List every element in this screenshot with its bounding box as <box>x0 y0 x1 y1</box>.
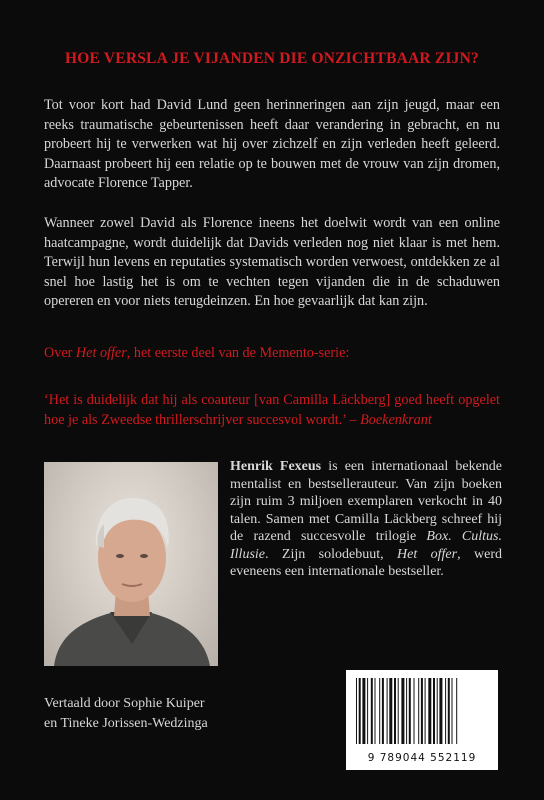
translators-line-1: Vertaald door Sophie Kuiper <box>44 696 205 711</box>
translators-line-2: en Tineke Jorissen-Wedzinga <box>44 716 208 731</box>
author-bio-text-1: is een internationaal bekende mentalist en bestsellerauteur. Van zijn boeken zijn ruim 3 miljoen exemplaren verkocht in 40 talen. Samen met Camilla Läckberg schreef hij de razend succesvolle trilogie <box>230 459 502 544</box>
barcode-bar <box>398 678 399 744</box>
review-quote-source: Boekenkrant <box>360 411 432 428</box>
barcode-bar <box>394 678 396 744</box>
barcode-bar <box>418 678 419 744</box>
barcode-bar <box>452 678 453 744</box>
barcode-bar <box>362 678 365 744</box>
series-note <box>44 344 500 364</box>
barcode-bar <box>367 678 368 744</box>
barcode-bar <box>414 678 415 744</box>
isbn-number: 9 789044 552119 <box>367 752 477 764</box>
review-quote-text: ‘Het is duidelijk dat hij als coauteur [van Camilla Läckberg] goed heeft opgelet hoe je als Zweedse thrillerschrijver succesvol wordt.’ – <box>44 392 500 428</box>
headline: HOE VERSLA JE VIJANDEN DIE ONZICHTBAAR ZIJN? <box>65 50 479 67</box>
series-note-suffix: , het eerste deel van de Memento-serie: <box>126 345 350 361</box>
barcode-bar <box>356 678 357 744</box>
barcode-bar <box>359 678 361 744</box>
synopsis-paragraph-1: Tot voor kort had David Lund geen herinneringen aan zijn jeugd, maar een reeks traumatische gebeurtenissen heeft daar verandering in gebracht, en nu probeert hij te verwerken wat hij over zichzelf en zijn verleden heeft geleerd. Daarnaast probeert hij een relatie op te bouwen met de vrouw van zijn dromen, advocate Florence Tapper. <box>44 97 500 191</box>
barcode-bar <box>448 678 450 744</box>
barcode-bar <box>401 678 404 744</box>
author-bio-text-3: , werd eveneens een internationale bestseller. <box>230 546 502 579</box>
translators-credit <box>44 694 304 734</box>
author-bio <box>230 458 502 581</box>
barcode-bar <box>437 678 438 744</box>
isbn-barcode <box>346 670 498 770</box>
barcode-bar <box>375 678 376 744</box>
series-note-prefix: Over <box>44 345 76 361</box>
author-debut: Het offer <box>397 546 458 562</box>
barcode-bar <box>433 678 435 744</box>
barcode-bar <box>425 678 426 744</box>
barcode-bar <box>389 678 392 744</box>
barcode-bar <box>428 678 431 744</box>
barcode-bar <box>409 678 411 744</box>
barcode-bar <box>421 678 423 744</box>
barcode-bar <box>382 678 384 744</box>
barcode-bar <box>456 678 457 744</box>
author-photo <box>44 462 218 666</box>
author-name: Henrik Fexeus <box>230 459 322 474</box>
series-note-title: Het offer <box>75 345 127 361</box>
barcode-bar <box>439 678 442 744</box>
barcode-bars <box>354 678 490 746</box>
author-bio-text-2: . Zijn solodebuut, <box>265 546 398 562</box>
barcode-bar <box>406 678 407 744</box>
synopsis-paragraph-2: Wanneer zowel David als Florence ineens het doelwit wordt van een online haatcampagne, wordt duidelijk dat Davids verleden nog niet klaar is met hem. Terwijl hun levens en reputaties systematisch worden verwoest, ontdekken ze al snel hoe lastig het is om te vechten tegen vijanden die in de schaduwen opereren en voor niets terugdeinzen. En hoe gevaarlijk dat kan zijn. <box>44 215 500 309</box>
barcode-bar <box>445 678 446 744</box>
barcode-bar <box>371 678 373 744</box>
barcode-bar <box>379 678 380 744</box>
author-books: Box. Cultus. Illusie <box>230 529 502 562</box>
barcode-bar <box>387 678 388 744</box>
review-quote <box>44 391 500 430</box>
